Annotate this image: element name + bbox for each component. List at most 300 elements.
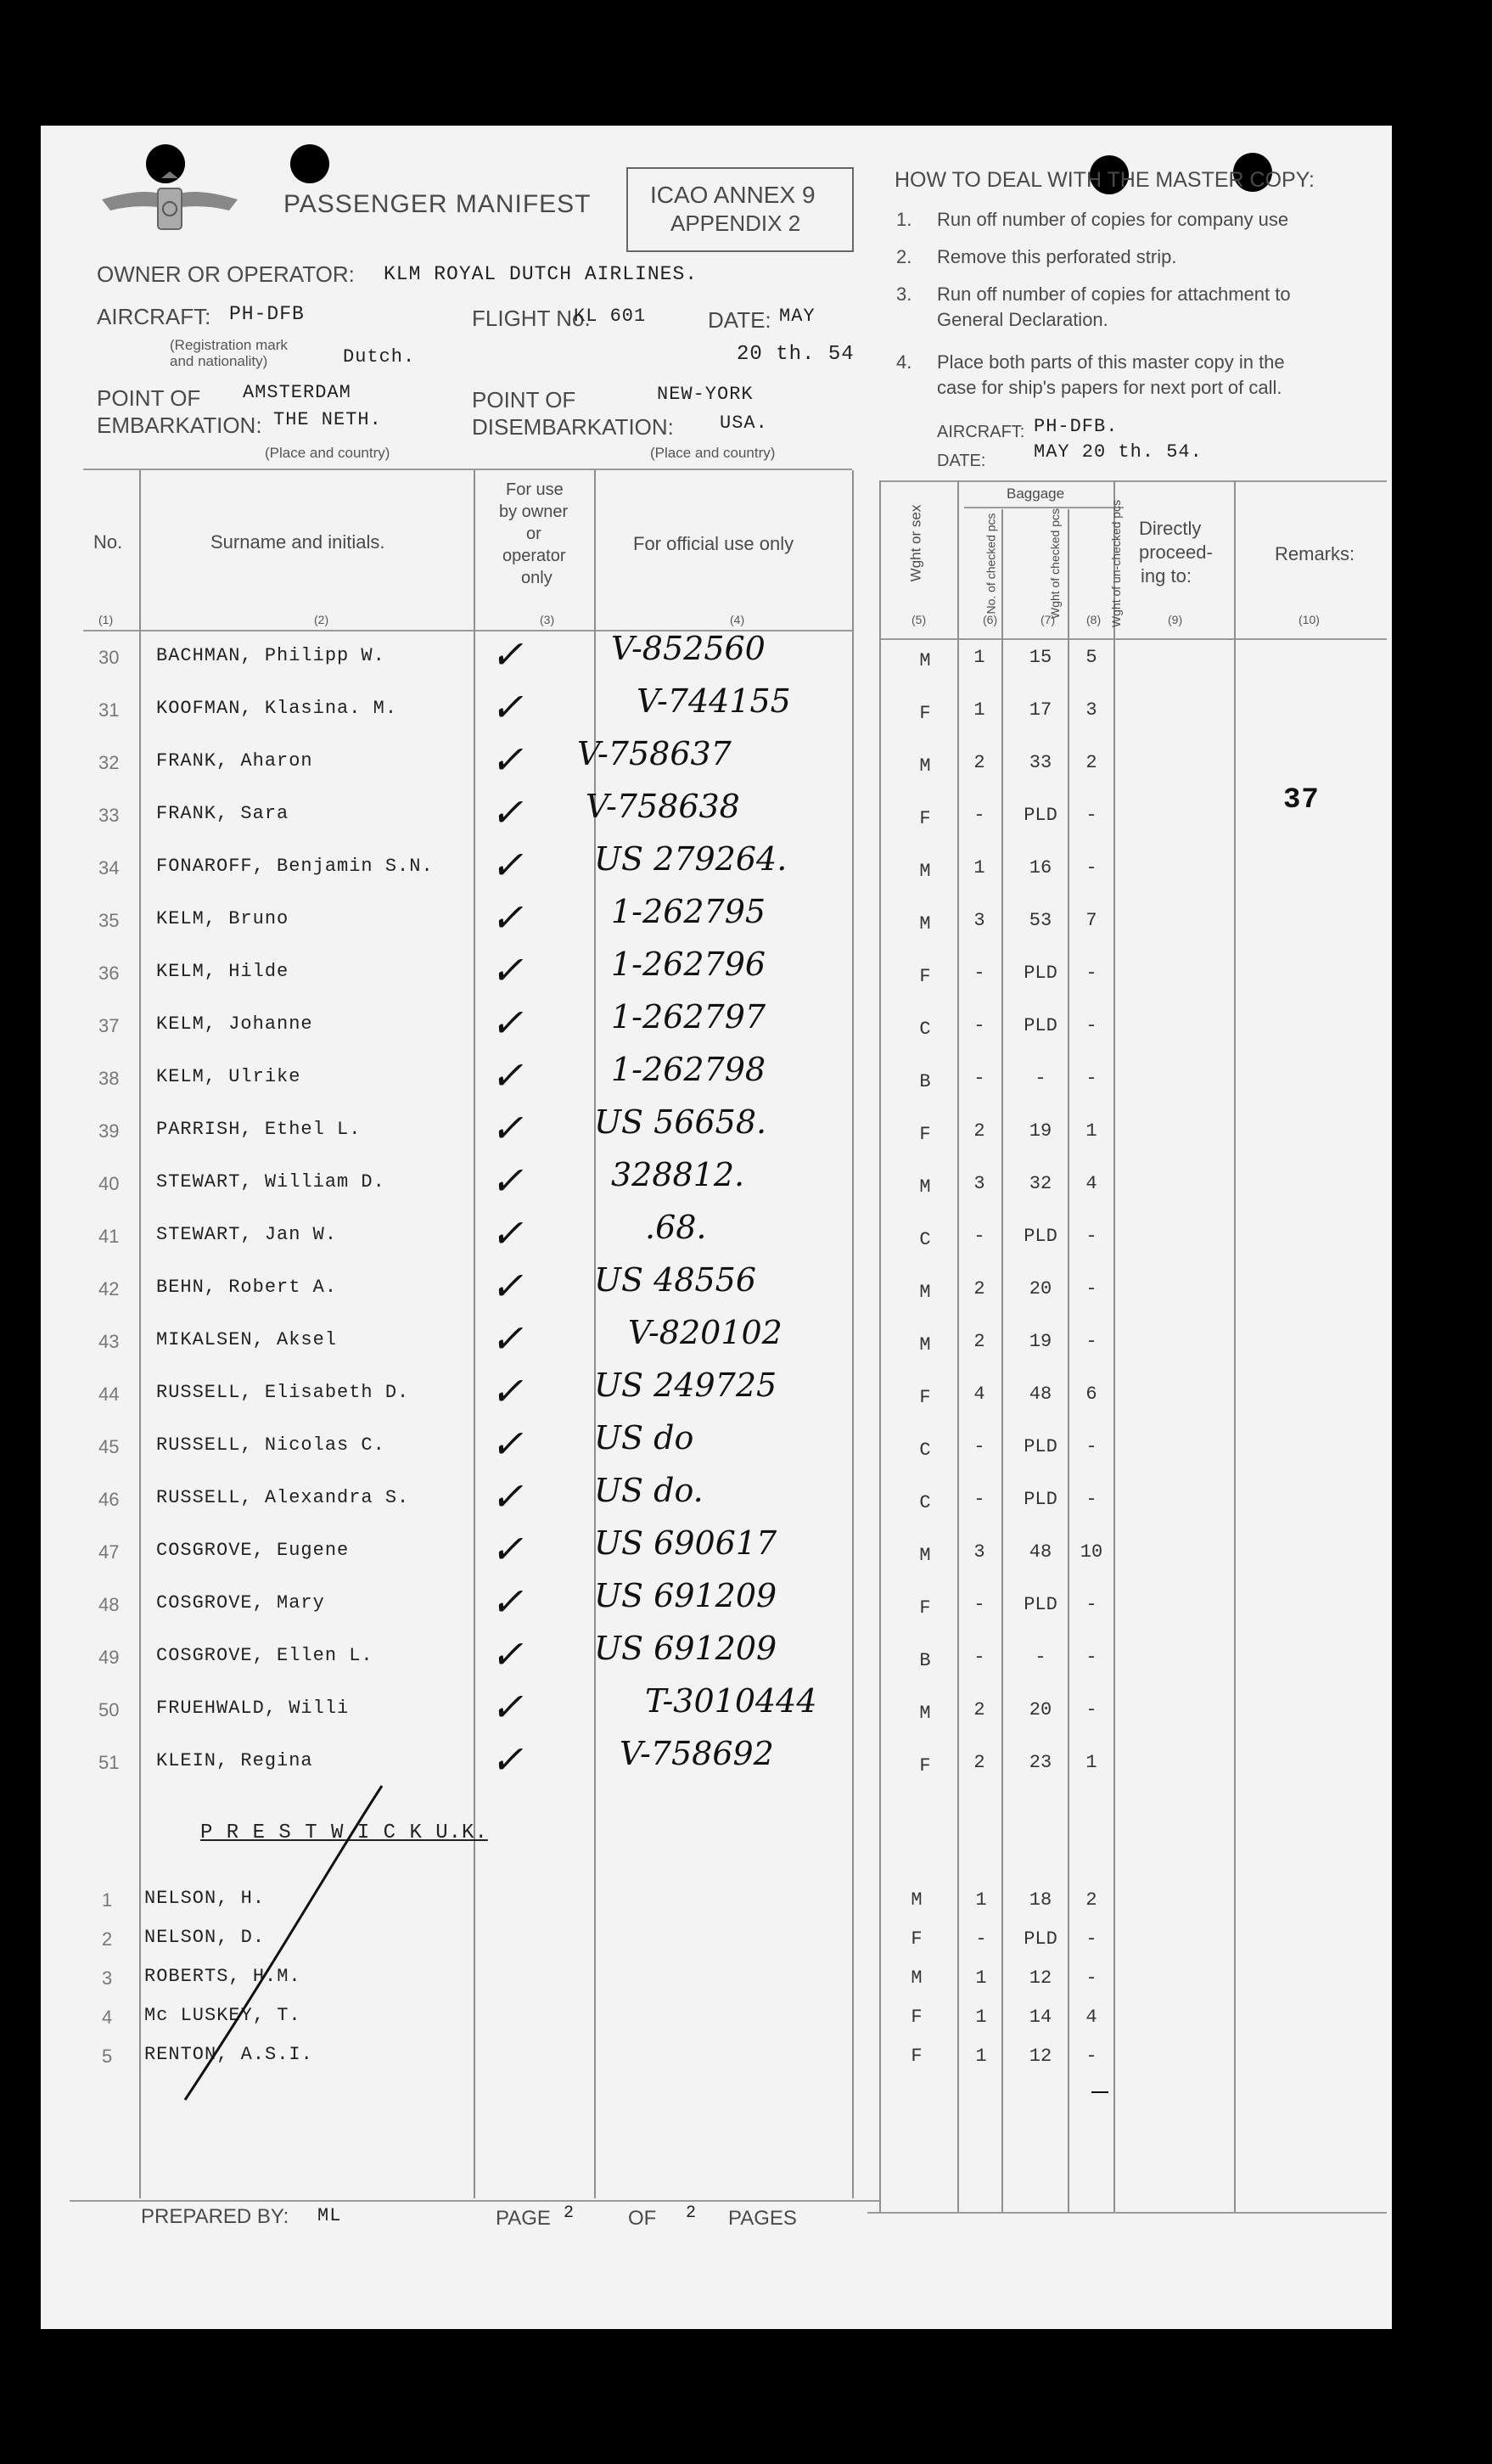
- passenger-name: FRUEHWALD, Willi: [156, 1698, 350, 1719]
- unchecked-weight: -: [1085, 963, 1097, 984]
- checked-weight: PLD: [1024, 1594, 1057, 1615]
- disembark-value-2: USA.: [720, 413, 768, 434]
- passenger-sex: F: [919, 966, 931, 987]
- row-number: 37: [98, 1015, 120, 1036]
- owner-check-mark: ✓: [491, 684, 524, 730]
- unchecked-weight: 2: [1085, 752, 1097, 773]
- official-entry: 1-262796: [611, 946, 766, 983]
- column-index: (5): [911, 613, 927, 626]
- unchecked-weight: -: [1085, 1928, 1097, 1950]
- prestwick-heading: P R E S T W I C K U.K.: [200, 1821, 488, 1844]
- checked-weight: -: [1035, 1647, 1046, 1668]
- checked-pcs: 1: [973, 857, 985, 878]
- passenger-sex: B: [919, 1650, 931, 1671]
- owner-check-mark: ✓: [491, 1316, 524, 1361]
- unchecked-weight: -: [1085, 1967, 1097, 1989]
- row-number: 38: [98, 1068, 120, 1089]
- col-owner-5: only: [521, 569, 552, 587]
- checked-pcs: -: [975, 1928, 987, 1950]
- checked-weight: PLD: [1024, 1226, 1057, 1247]
- checked-weight: 16: [1029, 857, 1052, 878]
- row-number: 39: [98, 1120, 120, 1142]
- official-entry: US 249725: [594, 1367, 777, 1404]
- row-number: 32: [98, 752, 120, 773]
- instruction-text-cont: General Declaration.: [937, 309, 1108, 330]
- icao-line-2: APPENDIX 2: [670, 210, 801, 236]
- row-number: 30: [98, 647, 120, 668]
- row-number: 44: [98, 1384, 120, 1405]
- col-owner-2: by owner: [499, 502, 569, 521]
- row-number: 3: [102, 1967, 113, 1989]
- official-entry: US do: [594, 1419, 694, 1457]
- column-index: (2): [314, 613, 329, 626]
- passenger-name: FRANK, Aharon: [156, 750, 313, 772]
- passenger-name: RUSSELL, Elisabeth D.: [156, 1382, 410, 1403]
- passenger-name: MIKALSEN, Aksel: [156, 1329, 338, 1350]
- column-index: (10): [1298, 613, 1320, 626]
- instr-aircraft-label: AIRCRAFT:: [937, 423, 1025, 441]
- disembark-value-1: NEW-YORK: [657, 384, 754, 405]
- unchecked-weight: 1: [1085, 1120, 1097, 1142]
- date-value-2: 20 th. 54: [737, 343, 855, 366]
- col-line-directly: [1234, 480, 1236, 2212]
- official-entry: T-3010444: [645, 1682, 817, 1720]
- passenger-name: COSGROVE, Eugene: [156, 1540, 350, 1561]
- checked-weight: 32: [1029, 1173, 1052, 1194]
- embark-label-1: POINT OF: [97, 385, 201, 411]
- passenger-name: KELM, Hilde: [156, 961, 289, 982]
- row-number: 36: [98, 963, 120, 984]
- table-top-line-left: [83, 469, 852, 470]
- passenger-sex: B: [919, 1071, 931, 1092]
- passenger-name: STEWART, Jan W.: [156, 1224, 338, 1245]
- checked-weight: 23: [1029, 1752, 1052, 1773]
- passenger-sex: F: [919, 1124, 931, 1145]
- passenger-name: PARRISH, Ethel L.: [156, 1119, 362, 1140]
- passenger-name: RUSSELL, Alexandra S.: [156, 1487, 410, 1508]
- unchecked-weight: 3: [1085, 699, 1097, 721]
- passenger-sex: M: [919, 1176, 931, 1198]
- checked-weight: 48: [1029, 1541, 1052, 1563]
- owner-check-mark: ✓: [491, 1737, 524, 1782]
- prepared-value: ML: [317, 2205, 342, 2226]
- col-baggage-header: Baggage: [1007, 486, 1065, 502]
- aircraft-value: PH-DFB: [229, 303, 305, 325]
- col-line-wght: [1068, 509, 1069, 2212]
- checked-pcs: -: [973, 805, 985, 826]
- col-official-header: For official use only: [633, 533, 794, 554]
- passenger-sex: C: [919, 1492, 931, 1513]
- unchecked-weight: -: [1085, 1594, 1097, 1615]
- unchecked-weight: -: [1085, 1699, 1097, 1720]
- unchecked-weight: -: [1085, 1015, 1097, 1036]
- col-owner-1: For use: [506, 480, 564, 499]
- embark-note: (Place and country): [265, 445, 390, 461]
- checked-pcs: -: [973, 1594, 985, 1615]
- checked-pcs: 3: [973, 1541, 985, 1563]
- row-number: 5: [102, 2046, 113, 2067]
- owner-check-mark: ✓: [491, 1473, 524, 1519]
- passenger-name: KELM, Johanne: [156, 1013, 313, 1035]
- instr-date-value: MAY 20 th. 54.: [1034, 441, 1203, 463]
- checked-pcs: -: [973, 1647, 985, 1668]
- checked-weight: PLD: [1024, 963, 1057, 984]
- column-index: (4): [730, 613, 745, 626]
- passenger-sex: M: [919, 861, 931, 882]
- unchecked-weight: -: [1085, 805, 1097, 826]
- col-sex-header: Wght or sex: [907, 504, 924, 582]
- checked-pcs: 1: [975, 2007, 987, 2028]
- row-number: 45: [98, 1436, 120, 1457]
- col-line-strip: [879, 480, 881, 2212]
- official-entry: V-820102: [628, 1314, 782, 1351]
- official-entry: US 56658.: [594, 1103, 767, 1141]
- checked-pcs: 3: [973, 910, 985, 931]
- operator-value: KLM ROYAL DUTCH AIRLINES.: [384, 263, 698, 285]
- prepared-label: PREPARED BY:: [141, 2205, 289, 2228]
- checked-weight: PLD: [1024, 1489, 1057, 1510]
- flight-value: KL 601: [574, 306, 647, 327]
- col-bag-c: Wght of un-checked pcs: [1109, 499, 1124, 628]
- icao-box: [626, 167, 854, 252]
- official-entry: V-758692: [620, 1735, 774, 1772]
- passenger-sex: F: [919, 1597, 931, 1619]
- checked-weight: -: [1035, 1068, 1046, 1089]
- owner-check-mark: ✓: [491, 789, 524, 835]
- instr-aircraft-value: PH-DFB.: [1034, 416, 1119, 437]
- official-entry: 328812.: [611, 1156, 745, 1193]
- passenger-sex: M: [919, 1334, 931, 1355]
- unchecked-weight: -: [1085, 1226, 1097, 1247]
- checked-pcs: 2: [973, 1120, 985, 1142]
- unchecked-weight: 6: [1085, 1384, 1097, 1405]
- checked-weight: 48: [1029, 1384, 1052, 1405]
- row-number: 47: [98, 1541, 120, 1563]
- checked-weight: 20: [1029, 1699, 1052, 1720]
- instructions-title: HOW TO DEAL WITH THE MASTER COPY:: [895, 168, 1315, 192]
- of-value: 2: [686, 2203, 698, 2223]
- row-number: 48: [98, 1594, 120, 1615]
- checked-pcs: 2: [973, 1278, 985, 1299]
- row-number: 31: [98, 699, 120, 721]
- unchecked-weight: -: [1085, 1331, 1097, 1352]
- owner-check-mark: ✓: [491, 1210, 524, 1256]
- row-number: 46: [98, 1489, 120, 1510]
- passenger-name: STEWART, William D.: [156, 1171, 385, 1193]
- checked-weight: 18: [1029, 1889, 1052, 1911]
- checked-pcs: -: [973, 1068, 985, 1089]
- official-entry: V-852560: [611, 630, 766, 667]
- col-bag-b: Wght of checked pcs: [1047, 508, 1062, 619]
- row-number: 4: [102, 2007, 113, 2028]
- passenger-sex: F: [919, 1387, 931, 1408]
- official-entry: US 690617: [594, 1524, 777, 1562]
- passenger-sex: M: [919, 1545, 931, 1566]
- aircraft-label: AIRCRAFT:: [97, 304, 211, 329]
- column-index: (7): [1040, 613, 1056, 626]
- checked-weight: 17: [1029, 699, 1052, 721]
- instruction-number: 1.: [896, 209, 912, 230]
- instruction-number: 2.: [896, 246, 912, 267]
- checked-pcs: 2: [973, 1699, 985, 1720]
- instruction-text: Run off number of copies for company use: [937, 209, 1289, 230]
- checked-pcs: -: [973, 1226, 985, 1247]
- owner-check-mark: ✓: [491, 1158, 524, 1204]
- icao-line-1: ICAO ANNEX 9: [650, 182, 816, 208]
- passenger-sex: M: [919, 650, 931, 671]
- passenger-sex: F: [919, 808, 931, 829]
- disembark-label-2: DISEMBARKATION:: [472, 414, 674, 440]
- official-entry: 1-262795: [611, 893, 766, 930]
- checked-weight: 12: [1029, 1967, 1052, 1989]
- checked-pcs: 2: [973, 752, 985, 773]
- checked-pcs: 1: [973, 699, 985, 721]
- checked-weight: 33: [1029, 752, 1052, 773]
- instruction-number: 4.: [896, 351, 912, 373]
- instruction-text-cont: case for ship's papers for next port of call.: [937, 377, 1282, 398]
- unchecked-weight: 1: [1085, 1752, 1097, 1773]
- col-line-owner: [594, 470, 596, 2198]
- col-directly-3: ing to:: [1141, 565, 1192, 587]
- official-entry: 1-262798: [611, 1051, 766, 1088]
- owner-check-mark: ✓: [491, 1631, 524, 1677]
- passenger-name: KOOFMAN, Klasina. M.: [156, 698, 398, 719]
- column-index: (8): [1086, 613, 1102, 626]
- checked-weight: 19: [1029, 1120, 1052, 1142]
- official-entry: US 48556: [594, 1261, 757, 1299]
- owner-check-mark: ✓: [491, 1421, 524, 1467]
- instruction-text: Run off number of copies for attachment to: [937, 283, 1291, 305]
- row-number: 33: [98, 805, 120, 826]
- owner-check-mark: ✓: [491, 1368, 524, 1414]
- checked-weight: PLD: [1024, 1928, 1057, 1950]
- passenger-sex: F: [911, 2007, 923, 2028]
- row-number: 1: [102, 1889, 113, 1911]
- checked-pcs: 1: [975, 2046, 987, 2067]
- checked-pcs: -: [973, 1015, 985, 1036]
- official-entry: US 691209: [594, 1577, 777, 1614]
- embark-label-2: EMBARKATION:: [97, 413, 262, 438]
- official-entry: .68.: [645, 1209, 707, 1246]
- checked-weight: PLD: [1024, 1015, 1057, 1036]
- passenger-name: COSGROVE, Mary: [156, 1592, 325, 1614]
- col-line-left-edge: [852, 470, 854, 2198]
- checked-pcs: 1: [975, 1967, 987, 1989]
- row-number: 35: [98, 910, 120, 931]
- checked-weight: 19: [1029, 1331, 1052, 1352]
- passenger-sex: F: [911, 2046, 923, 2067]
- checked-weight: PLD: [1024, 1436, 1057, 1457]
- pages-label: PAGES: [728, 2207, 797, 2230]
- checked-pcs: 4: [973, 1384, 985, 1405]
- passenger-sex: C: [919, 1019, 931, 1040]
- checked-pcs: 1: [973, 647, 985, 668]
- unchecked-weight: 10: [1080, 1541, 1103, 1563]
- official-entry: V-758637: [577, 735, 732, 772]
- dash-mark: [1091, 2091, 1108, 2093]
- column-index: (6): [983, 613, 998, 626]
- unchecked-weight: 5: [1085, 647, 1097, 668]
- embark-value-2: THE NETH.: [273, 409, 382, 430]
- passenger-name: FONAROFF, Benjamin S.N.: [156, 856, 434, 877]
- official-entry: V-758638: [586, 788, 740, 825]
- official-entry: 1-262797: [611, 998, 766, 1036]
- owner-check-mark: ✓: [491, 1526, 524, 1572]
- col-line-sex: [957, 480, 959, 2212]
- owner-check-mark: ✓: [491, 842, 524, 888]
- owner-check-mark: ✓: [491, 1263, 524, 1309]
- nationality-value: Dutch.: [343, 346, 416, 368]
- column-index: (9): [1168, 613, 1183, 626]
- passenger-name: FRANK, Sara: [156, 803, 289, 824]
- checked-pcs: -: [973, 1436, 985, 1457]
- passenger-sex: F: [919, 703, 931, 724]
- col-owner-4: operator: [502, 547, 566, 565]
- passenger-sex: M: [919, 1703, 931, 1724]
- unchecked-weight: -: [1085, 1489, 1097, 1510]
- col-line-name: [474, 470, 475, 2198]
- passenger-sex: C: [919, 1440, 931, 1461]
- passenger-name: KELM, Ulrike: [156, 1066, 301, 1087]
- checked-pcs: -: [973, 963, 985, 984]
- table-bottom-line-left: [70, 2200, 879, 2202]
- unchecked-weight: 2: [1085, 1889, 1097, 1911]
- checked-weight: 20: [1029, 1278, 1052, 1299]
- checked-pcs: 1: [975, 1889, 987, 1911]
- checked-weight: 15: [1029, 647, 1052, 668]
- passenger-sex: F: [911, 1928, 923, 1950]
- unchecked-weight: -: [1085, 2046, 1097, 2067]
- row-number: 51: [98, 1752, 120, 1773]
- passenger-sex: M: [911, 1967, 923, 1989]
- row-number: 34: [98, 857, 120, 878]
- disembark-label-1: POINT OF: [472, 387, 576, 413]
- checked-pcs: -: [973, 1489, 985, 1510]
- of-label: OF: [628, 2207, 657, 2230]
- owner-check-mark: ✓: [491, 1684, 524, 1730]
- instruction-text: Remove this perforated strip.: [937, 246, 1177, 267]
- strike-through-line: [170, 1782, 390, 2105]
- passenger-sex: M: [919, 1282, 931, 1303]
- row-number: 50: [98, 1699, 120, 1720]
- row-number: 40: [98, 1173, 120, 1194]
- unchecked-weight: -: [1085, 857, 1097, 878]
- owner-check-mark: ✓: [491, 895, 524, 940]
- col-owner-3: or: [526, 525, 541, 543]
- owner-check-mark: ✓: [491, 737, 524, 783]
- checked-pcs: 3: [973, 1173, 985, 1194]
- punch-hole: [290, 144, 329, 183]
- passenger-name: BEHN, Robert A.: [156, 1277, 338, 1298]
- unchecked-weight: 4: [1085, 2007, 1097, 2028]
- column-index: (1): [98, 613, 114, 626]
- operator-label: OWNER OR OPERATOR:: [97, 261, 355, 287]
- passenger-name: NELSON, D.: [144, 1927, 266, 1948]
- passenger-name: BACHMAN, Philipp W.: [156, 645, 385, 666]
- col-remarks-header: Remarks:: [1275, 543, 1355, 564]
- registration-note-1: (Registration mark: [170, 337, 288, 353]
- col-directly-2: proceed-: [1139, 542, 1213, 563]
- owner-check-mark: ✓: [491, 1052, 524, 1098]
- page-label: PAGE: [496, 2207, 551, 2230]
- row-number: 2: [102, 1928, 113, 1950]
- baggage-header-line: [964, 507, 1124, 508]
- passenger-sex: M: [919, 913, 931, 935]
- unchecked-weight: -: [1085, 1278, 1097, 1299]
- passenger-name: RENTON, A.S.I.: [144, 2044, 313, 2065]
- official-entry: V-744155: [637, 682, 791, 720]
- unchecked-weight: -: [1085, 1647, 1097, 1668]
- col-bag-a: No. of checked pcs: [984, 513, 998, 615]
- registration-note-2: and nationality): [170, 353, 268, 369]
- unchecked-weight: 7: [1085, 910, 1097, 931]
- passenger-name: Mc LUSKEY, T.: [144, 2005, 301, 2026]
- owner-check-mark: ✓: [491, 1105, 524, 1151]
- table-bottom-line-right: [867, 2212, 1387, 2214]
- unchecked-weight: -: [1085, 1436, 1097, 1457]
- instr-date-label: DATE:: [937, 452, 986, 470]
- checked-weight: 14: [1029, 2007, 1052, 2028]
- owner-check-mark: ✓: [491, 1579, 524, 1625]
- official-entry: US do.: [594, 1472, 704, 1509]
- col-directly-1: Directly: [1139, 518, 1202, 539]
- passenger-name: RUSSELL, Nicolas C.: [156, 1434, 385, 1456]
- passenger-sex: C: [919, 1229, 931, 1250]
- col-line-no: [139, 470, 141, 2198]
- owner-check-mark: ✓: [491, 631, 524, 677]
- col-line-unchk: [1113, 480, 1115, 2212]
- unchecked-weight: -: [1085, 1068, 1097, 1089]
- checked-pcs: 2: [973, 1752, 985, 1773]
- column-index: (3): [540, 613, 555, 626]
- row-number: 43: [98, 1331, 120, 1352]
- row-number: 49: [98, 1647, 120, 1668]
- remark-37: 37: [1283, 784, 1320, 817]
- passenger-name: KELM, Bruno: [156, 908, 289, 929]
- passenger-name: KLEIN, Regina: [156, 1750, 313, 1771]
- passenger-sex: M: [911, 1889, 923, 1911]
- owner-check-mark: ✓: [491, 947, 524, 993]
- col-no-header: No.: [93, 531, 123, 553]
- checked-weight: 12: [1029, 2046, 1052, 2067]
- owner-check-mark: ✓: [491, 1000, 524, 1046]
- official-entry: US 691209: [594, 1630, 777, 1667]
- unchecked-weight: 4: [1085, 1173, 1097, 1194]
- passenger-sex: M: [919, 755, 931, 777]
- row-number: 41: [98, 1226, 120, 1247]
- checked-weight: PLD: [1024, 805, 1057, 826]
- col-line-pcs: [1001, 509, 1003, 2212]
- checked-weight: 53: [1029, 910, 1052, 931]
- official-entry: US 279264.: [594, 840, 788, 878]
- col-surname-header: Surname and initials.: [210, 531, 385, 553]
- disembark-note: (Place and country): [650, 445, 776, 461]
- date-label: DATE:: [708, 307, 771, 333]
- checked-pcs: 2: [973, 1331, 985, 1352]
- flight-label: FLIGHT No.: [472, 306, 591, 331]
- passenger-name: ROBERTS, H.M.: [144, 1966, 301, 1987]
- passenger-name: COSGROVE, Ellen L.: [156, 1645, 373, 1666]
- passenger-sex: F: [919, 1755, 931, 1776]
- manifest-title: PASSENGER MANIFEST: [283, 190, 592, 218]
- date-value-1: MAY: [779, 306, 816, 327]
- page-value: 2: [564, 2203, 575, 2223]
- instruction-number: 3.: [896, 283, 912, 305]
- embark-value-1: AMSTERDAM: [243, 382, 351, 403]
- row-number: 42: [98, 1278, 120, 1299]
- passenger-name: NELSON, H.: [144, 1888, 266, 1909]
- instruction-text: Place both parts of this master copy in the: [937, 351, 1285, 373]
